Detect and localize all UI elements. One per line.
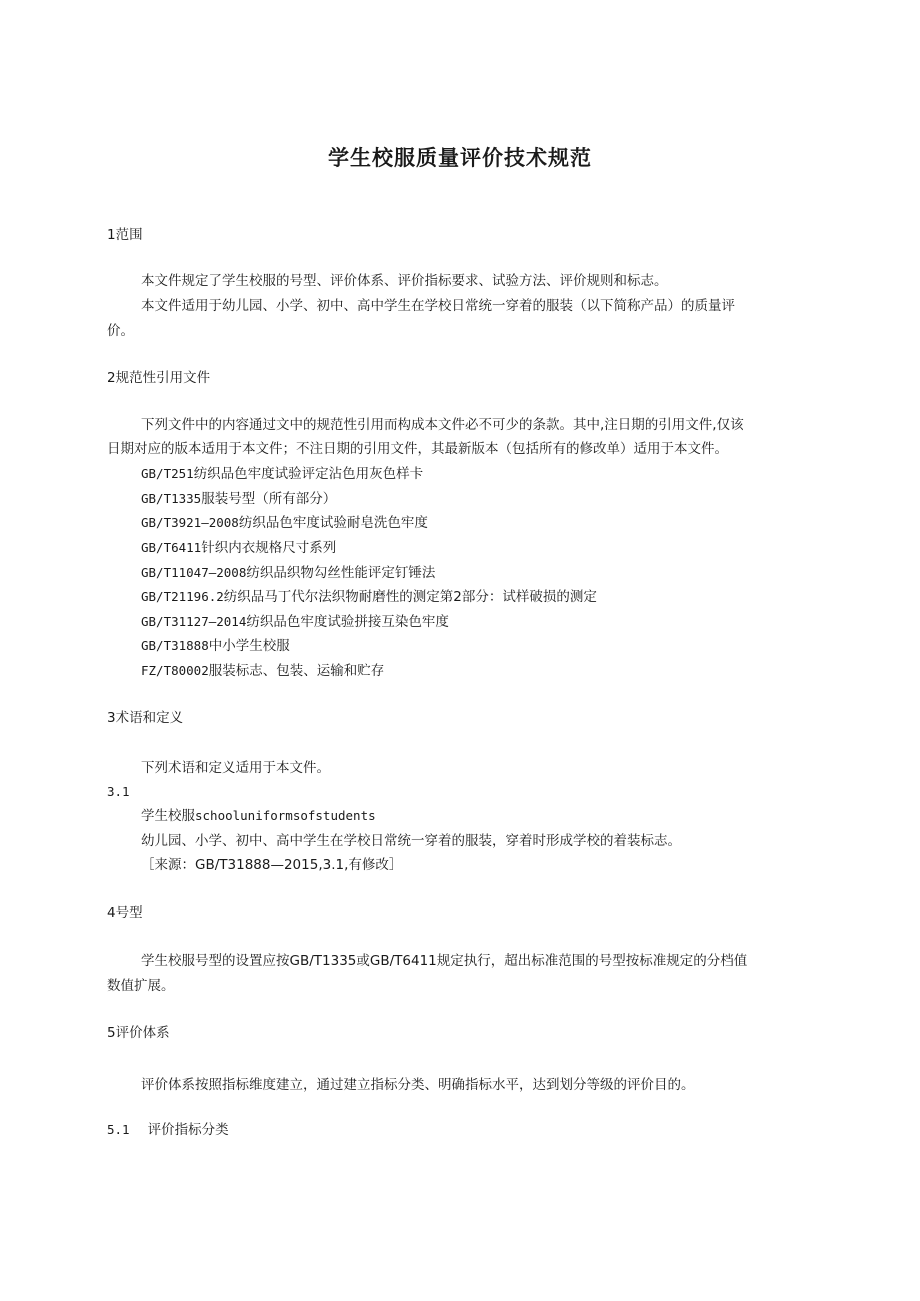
reference-item	[141, 613, 449, 631]
section-4-paragraph-1: 学生校服号型的设置应按GB/T1335或GB/T6411规定执行，超出标准范围的号型按标准规定的分档值	[141, 953, 748, 969]
reference-title: 纺织品织物勾丝性能评定钉锤法	[246, 565, 436, 581]
term-english: schooluniformsofstudents	[195, 808, 376, 823]
reference-item	[141, 490, 336, 508]
reference-title: 纺织品马丁代尔法织物耐磨性的测定第2部分：试样破损的测定	[223, 589, 597, 605]
section-2-paragraph-1-cont: 日期对应的版本适用于本文件；不注日期的引用文件，其最新版本（包括所有的修改单）适用于本文件。	[107, 441, 728, 457]
reference-item	[141, 465, 423, 483]
term-source: ［来源：GB/T31888—2015,3.1,有修改］	[141, 857, 403, 873]
section-5-heading: 5评价体系	[107, 1025, 170, 1041]
section-2-heading: 2规范性引用文件	[107, 370, 211, 386]
term-chinese: 学生校服	[141, 808, 195, 824]
section-4-paragraph-1-cont: 数值扩展。	[107, 978, 175, 994]
section-2-paragraph-1: 下列文件中的内容通过文中的规范性引用而构成本文件必不可少的条款。其中,注日期的引用文件,仅该	[141, 417, 744, 433]
reference-title: 服装号型（所有部分）	[201, 491, 337, 507]
subsection-5-1-heading	[107, 1121, 229, 1139]
reference-code: GB/T31127—2014	[141, 614, 247, 629]
section-3-heading: 3术语和定义	[107, 710, 184, 726]
reference-code: GB/T11047—2008	[141, 565, 247, 580]
reference-item	[141, 588, 597, 606]
reference-code: GB/T6411	[141, 540, 202, 555]
reference-item	[141, 564, 435, 582]
reference-code: FZ/T80002	[141, 663, 209, 678]
reference-code: GB/T21196.2	[141, 589, 224, 604]
reference-title: 针织内衣规格尺寸系列	[201, 540, 337, 556]
reference-title: 纺织品色牢度试验耐皂洗色牢度	[238, 515, 428, 531]
reference-title: 中小学生校服	[208, 638, 290, 654]
section-1-paragraph-2-cont: 价。	[107, 323, 134, 339]
reference-item	[141, 637, 290, 655]
reference-item	[141, 662, 384, 680]
reference-code: GB/T31888	[141, 638, 209, 653]
section-4-heading: 4号型	[107, 905, 143, 921]
page-title: 学生校服质量评价技术规范	[328, 146, 592, 170]
reference-title: 纺织品色牢度试验评定沾色用灰色样卡	[193, 466, 424, 482]
section-1-paragraph-1: 本文件规定了学生校服的号型、评价体系、评价指标要求、试验方法、评价规则和标志。	[141, 273, 668, 289]
section-3-paragraph-1: 下列术语和定义适用于本文件。	[141, 760, 330, 776]
subsection-number: 5.1	[107, 1122, 130, 1137]
reference-code: GB/T251	[141, 466, 194, 481]
reference-item	[141, 514, 428, 532]
term-number: 3.1	[107, 784, 130, 799]
reference-title: 纺织品色牢度试验拼接互染色牢度	[246, 614, 449, 630]
reference-title: 服装标志、包装、运输和贮存	[208, 663, 385, 679]
section-1-paragraph-2: 本文件适用于幼儿园、小学、初中、高中学生在学校日常统一穿着的服装（以下简称产品）的质量评	[141, 298, 735, 314]
subsection-title: 评价指标分类	[147, 1122, 229, 1138]
reference-item	[141, 539, 336, 557]
section-1-heading: 1范围	[107, 227, 143, 243]
term-entry	[141, 807, 376, 825]
section-5-paragraph-1: 评价体系按照指标维度建立，通过建立指标分类、明确指标水平，达到划分等级的评价目的。	[141, 1077, 695, 1093]
term-definition: 幼儿园、小学、初中、高中学生在学校日常统一穿着的服装，穿着时形成学校的着装标志。	[141, 833, 681, 849]
reference-code: GB/T1335	[141, 491, 202, 506]
reference-code: GB/T3921—2008	[141, 515, 239, 530]
